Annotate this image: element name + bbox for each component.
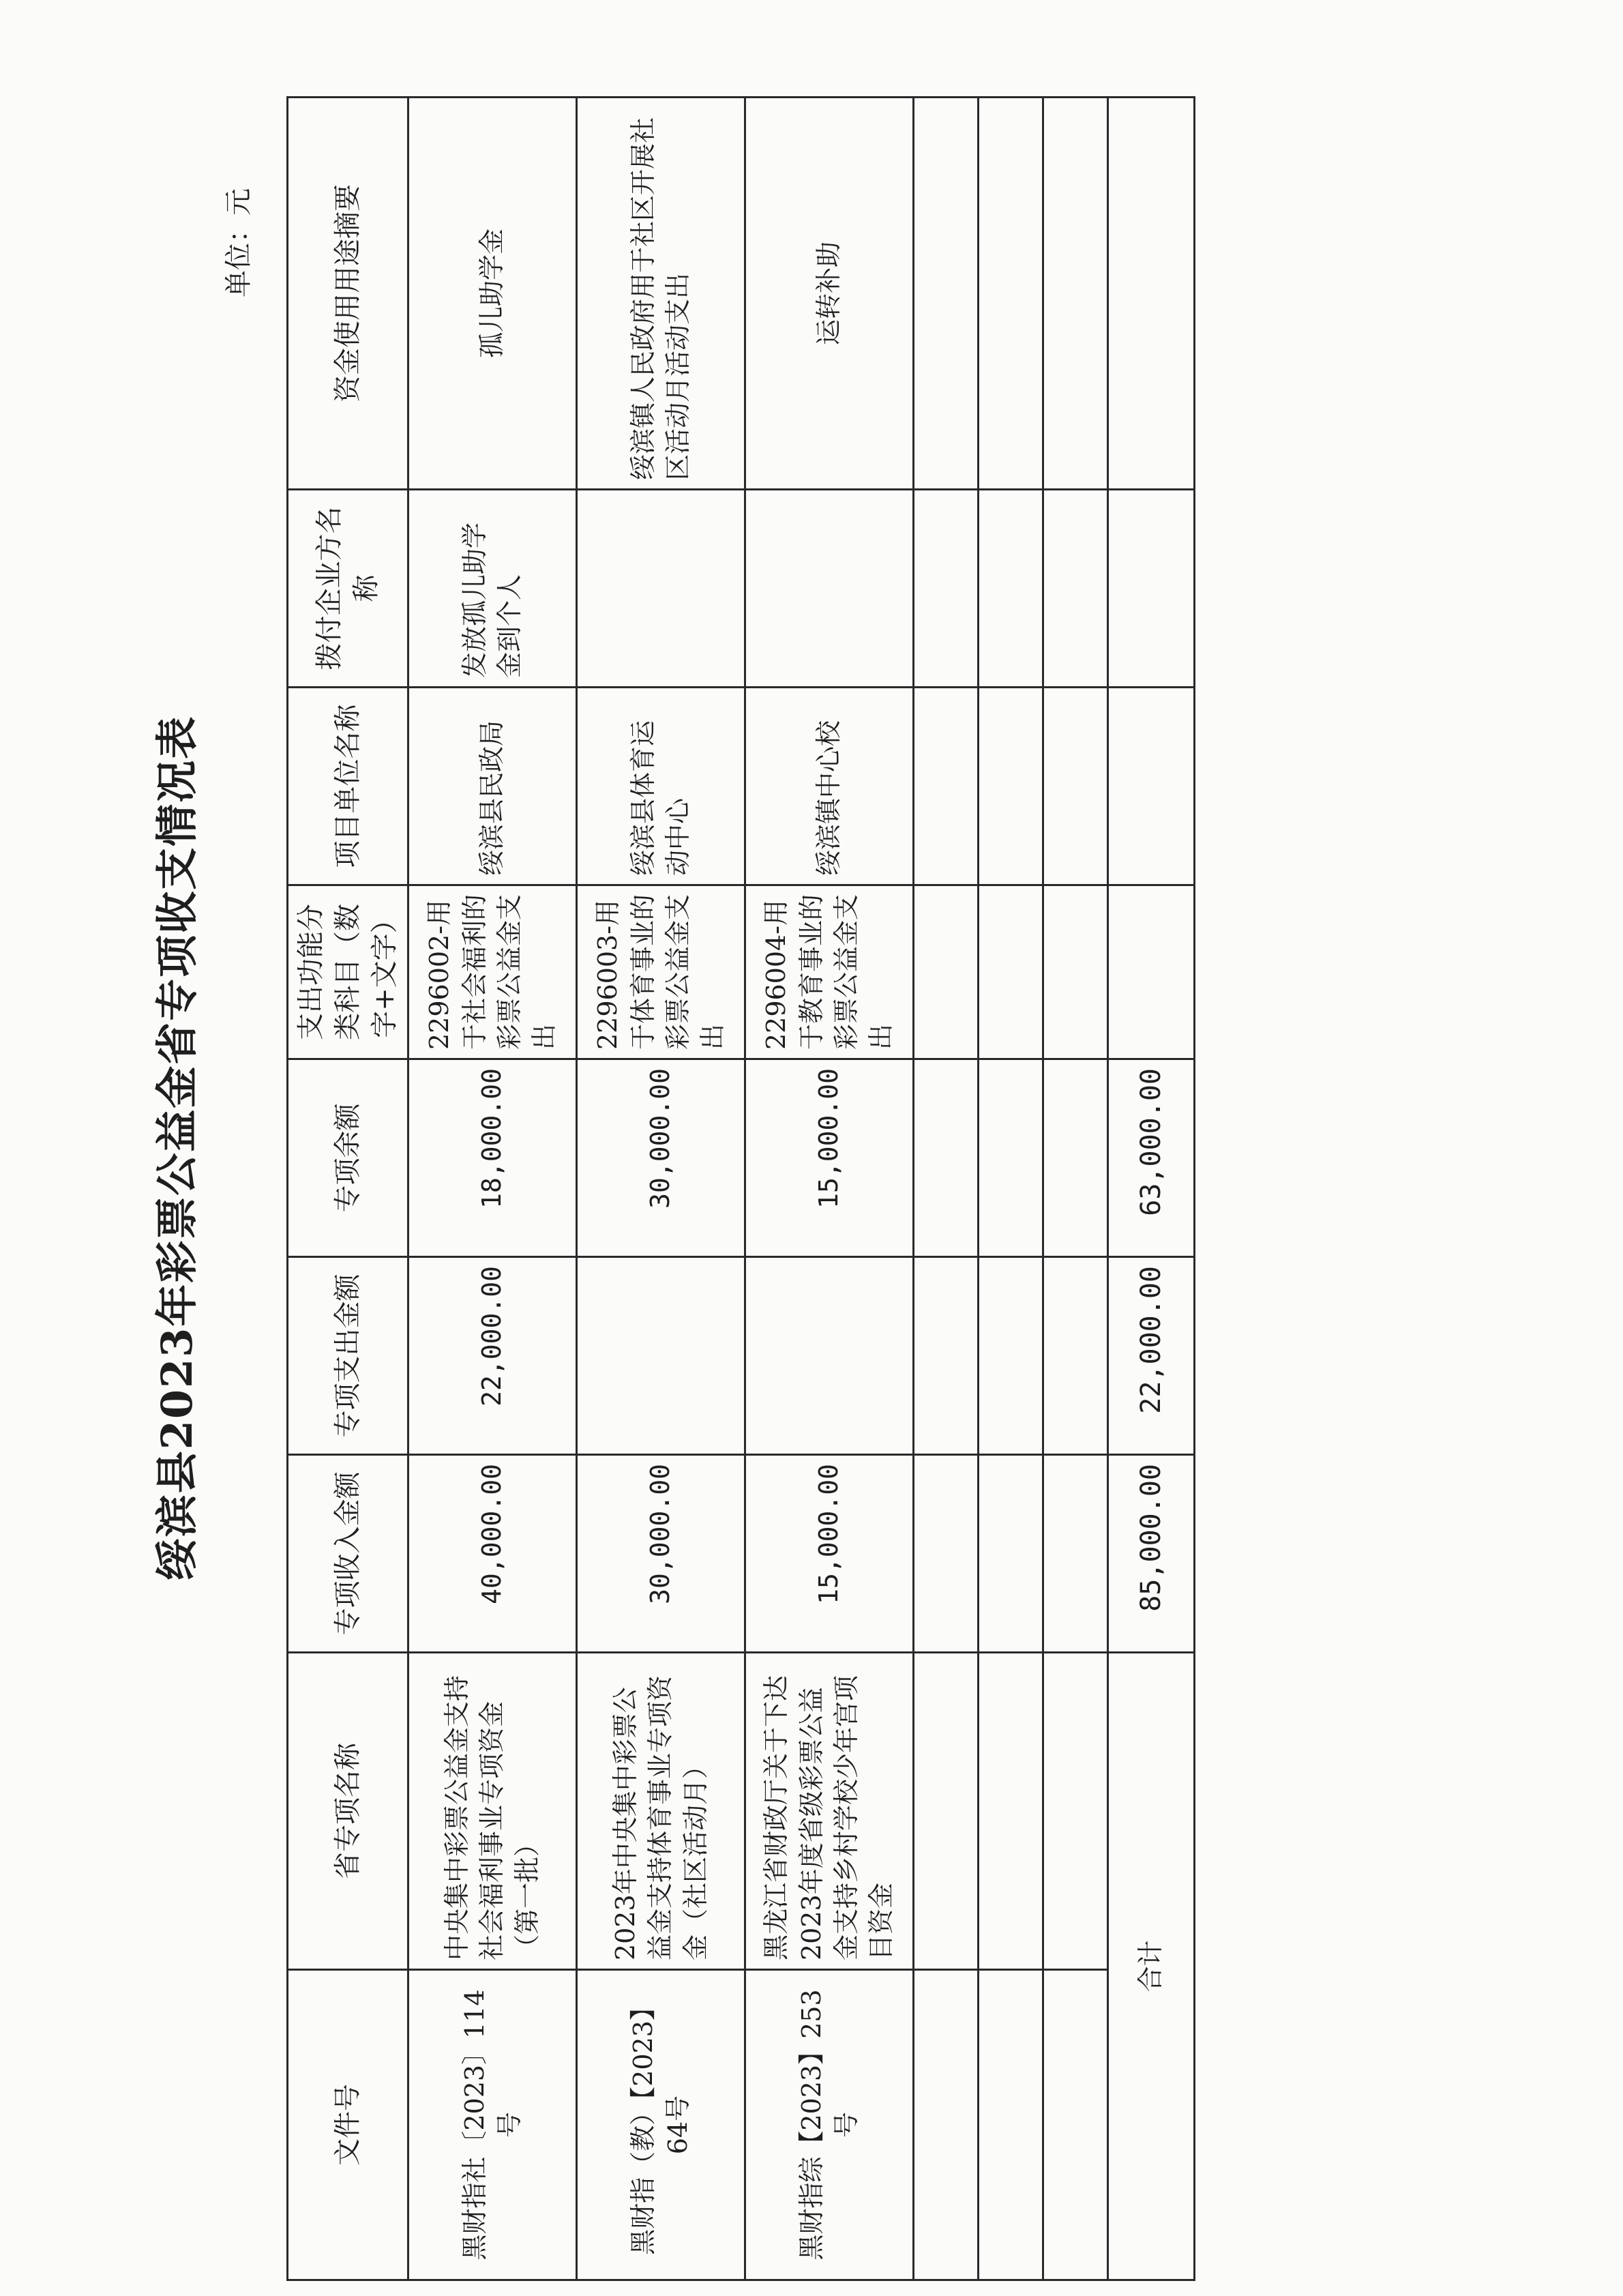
header-project-name: 省专项名称 — [288, 1653, 408, 1970]
cell-balance: 15,000.00 — [745, 1059, 914, 1257]
header-category: 支出功能分类科目（数字+文字） — [288, 885, 408, 1059]
total-balance: 63,000.00 — [1108, 1059, 1195, 1257]
header-row — [288, 98, 408, 2280]
cell-expense — [577, 1257, 745, 1455]
header-payee: 拨付企业方名称 — [288, 490, 408, 688]
header-doc-no: 文件号 — [288, 1970, 408, 2280]
cell-doc-no: 黑财指综【2023】253号 — [745, 1970, 914, 2280]
cell-balance: 30,000.00 — [577, 1059, 745, 1257]
cell-expense — [745, 1257, 914, 1455]
cell-expense: 22,000.00 — [408, 1257, 577, 1455]
table-row — [577, 98, 745, 2280]
header-balance: 专项余额 — [288, 1059, 408, 1257]
table-row — [408, 98, 577, 2280]
empty-row — [1043, 98, 1108, 2280]
total-expense: 22,000.00 — [1108, 1257, 1195, 1455]
cell-category: 2296002-用于社会福利的彩票公益金支出 — [408, 885, 577, 1059]
cell-project-name: 黑龙江省财政厅关于下达2023年度省级彩票公益金支持乡村学校少年宫项目资金 — [745, 1653, 914, 1970]
table-row — [745, 98, 914, 2280]
cell-unit-name: 绥滨县体育运动中心 — [577, 688, 745, 885]
header-usage: 资金使用用途摘要 — [288, 98, 408, 490]
cell-payee — [745, 490, 914, 688]
unit-label: 单位：元 — [223, 188, 254, 297]
cell-project-name: 中央集中彩票公益金支持社会福利事业专项资金（第一批） — [408, 1653, 577, 1970]
cell-payee: 发放孤儿助学金到个人 — [408, 490, 577, 688]
cell-doc-no: 黑财指（教）【2023】64号 — [577, 1970, 745, 2280]
empty-row — [979, 98, 1043, 2280]
cell-income: 40,000.00 — [408, 1455, 577, 1653]
total-income: 85,000.00 — [1108, 1455, 1195, 1653]
cell-unit-name: 绥滨镇中心校 — [745, 688, 914, 885]
cell-balance: 18,000.00 — [408, 1059, 577, 1257]
cell-usage: 孤儿助学金 — [408, 98, 577, 490]
cell-doc-no: 黑财指社〔2023〕114号 — [408, 1970, 577, 2280]
total-row — [1108, 98, 1195, 2280]
page-title: 绥滨县2023年彩票公益金省专项收支情况表 — [152, 715, 202, 1581]
cell-category: 2296004-用于教育事业的彩票公益金支出 — [745, 885, 914, 1059]
cell-usage: 运转补助 — [745, 98, 914, 490]
cell-project-name: 2023年中央集中彩票公益金支持体育事业专项资金（社区活动月） — [577, 1653, 745, 1970]
header-expense: 专项支出金额 — [288, 1257, 408, 1455]
cell-usage: 绥滨镇人民政府用于社区开展社区活动月活动支出 — [577, 98, 745, 490]
cell-category: 2296003-用于体育事业的彩票公益金支出 — [577, 885, 745, 1059]
header-unit-name: 项目单位名称 — [288, 688, 408, 885]
cell-unit-name: 绥滨县民政局 — [408, 688, 577, 885]
total-label: 合计 — [1108, 1653, 1195, 2280]
cell-income: 15,000.00 — [745, 1455, 914, 1653]
cell-payee — [577, 490, 745, 688]
empty-row — [914, 98, 979, 2280]
revenue-expenditure-table — [286, 96, 1195, 2281]
cell-income: 30,000.00 — [577, 1455, 745, 1653]
header-income: 专项收入金额 — [288, 1455, 408, 1653]
